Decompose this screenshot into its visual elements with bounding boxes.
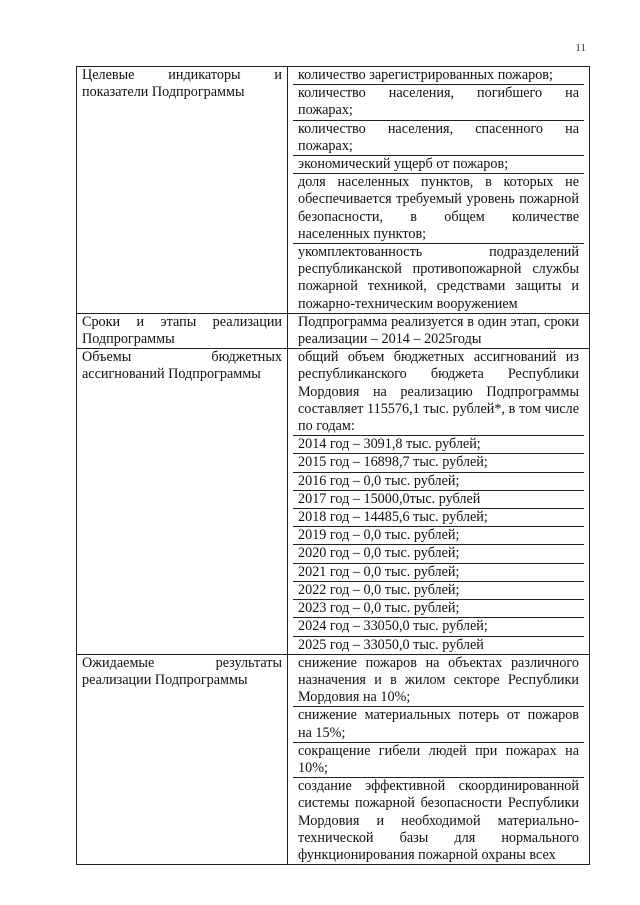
value-line: снижение материальных потерь от пожаров на 15%; (293, 706, 584, 741)
value-line: количество населения, погибшего на пожарах; (293, 84, 584, 119)
value-line: укомплектованность подразделений республиканской противопожарной службы пожарной техникой, средствами защиты и пожарно-техническим вооружением (293, 243, 584, 313)
budget-year-line: 2023 год – 0,0 тыс. рублей; (293, 599, 584, 617)
budget-year-line: 2016 год – 0,0 тыс. рублей; (293, 472, 584, 490)
row-value-cell (288, 349, 590, 654)
budget-year-line: 2015 год – 16898,7 тыс. рублей; (293, 453, 584, 471)
row-label-cell (77, 654, 288, 864)
value-line: создание эффективной скоординированной системы пожарной безопасности Республики Мордовия и необходимой материально-технической базы для нормального функционирования пожарной охраны всех (293, 777, 584, 864)
value-line: доля населенных пунктов, в которых не обеспечивается требуемый уровень пожарной безопасности, в общем количестве населенных пунктов; (293, 173, 584, 243)
row-value-cell (288, 313, 590, 348)
value-line: экономический ущерб от пожаров; (293, 155, 584, 173)
budget-year-line: 2018 год – 14485,6 тыс. рублей; (293, 508, 584, 526)
value-line: общий объем бюджетных ассигнований из республиканского бюджета Республики Мордовия на реализацию Подпрограммы составляет 115576,1 тыс. рублей*, в том числе по годам: (298, 349, 579, 435)
row-label-cell (77, 67, 288, 314)
budget-year-line: 2024 год – 33050,0 тыс. рублей; (293, 617, 584, 635)
row-label: Объемы бюджетных ассигнований Подпрограммы (82, 349, 282, 383)
value-line: количество зарегистрированных пожаров; (298, 67, 553, 83)
value-line: сокращение гибели людей при пожарах на 10%; (293, 742, 584, 777)
row-label: Ожидаемые результаты реализации Подпрограммы (82, 654, 282, 688)
page-number: 11 (575, 42, 586, 54)
row-label-cell (77, 313, 288, 348)
value-line: количество населения, спасенного на пожарах; (293, 120, 584, 155)
budget-year-line: 2017 год – 15000,0тыс. рублей (293, 490, 584, 508)
table-row-indicators (77, 67, 590, 314)
subprogram-passport-table (76, 66, 590, 865)
value-line: Подпрограмма реализуется в один этап, сроки реализации – 2014 – 2025годы (298, 313, 579, 348)
budget-year-line: 2019 год – 0,0 тыс. рублей; (293, 526, 584, 544)
table-row-budget (77, 349, 590, 654)
row-label-cell (77, 349, 288, 654)
row-label: Целевые индикаторы и показатели Подпрограммы (82, 67, 282, 101)
row-value-cell (288, 67, 590, 314)
budget-year-line: 2020 год – 0,0 тыс. рублей; (293, 544, 584, 562)
value-line: снижение пожаров на объектах различного назначения и в жилом секторе Республики Мордовия на 10%; (298, 654, 579, 706)
table-row-results (77, 654, 590, 864)
budget-year-line: 2022 год – 0,0 тыс. рублей; (293, 581, 584, 599)
budget-year-line: 2025 год – 33050,0 тыс. рублей (293, 636, 584, 654)
row-label: Сроки и этапы реализации Подпрограммы (82, 313, 282, 348)
budget-year-line: 2021 год – 0,0 тыс. рублей; (293, 563, 584, 581)
budget-year-line: 2014 год – 3091,8 тыс. рублей; (293, 435, 584, 453)
table-row-terms (77, 313, 590, 348)
row-value-cell (288, 654, 590, 864)
